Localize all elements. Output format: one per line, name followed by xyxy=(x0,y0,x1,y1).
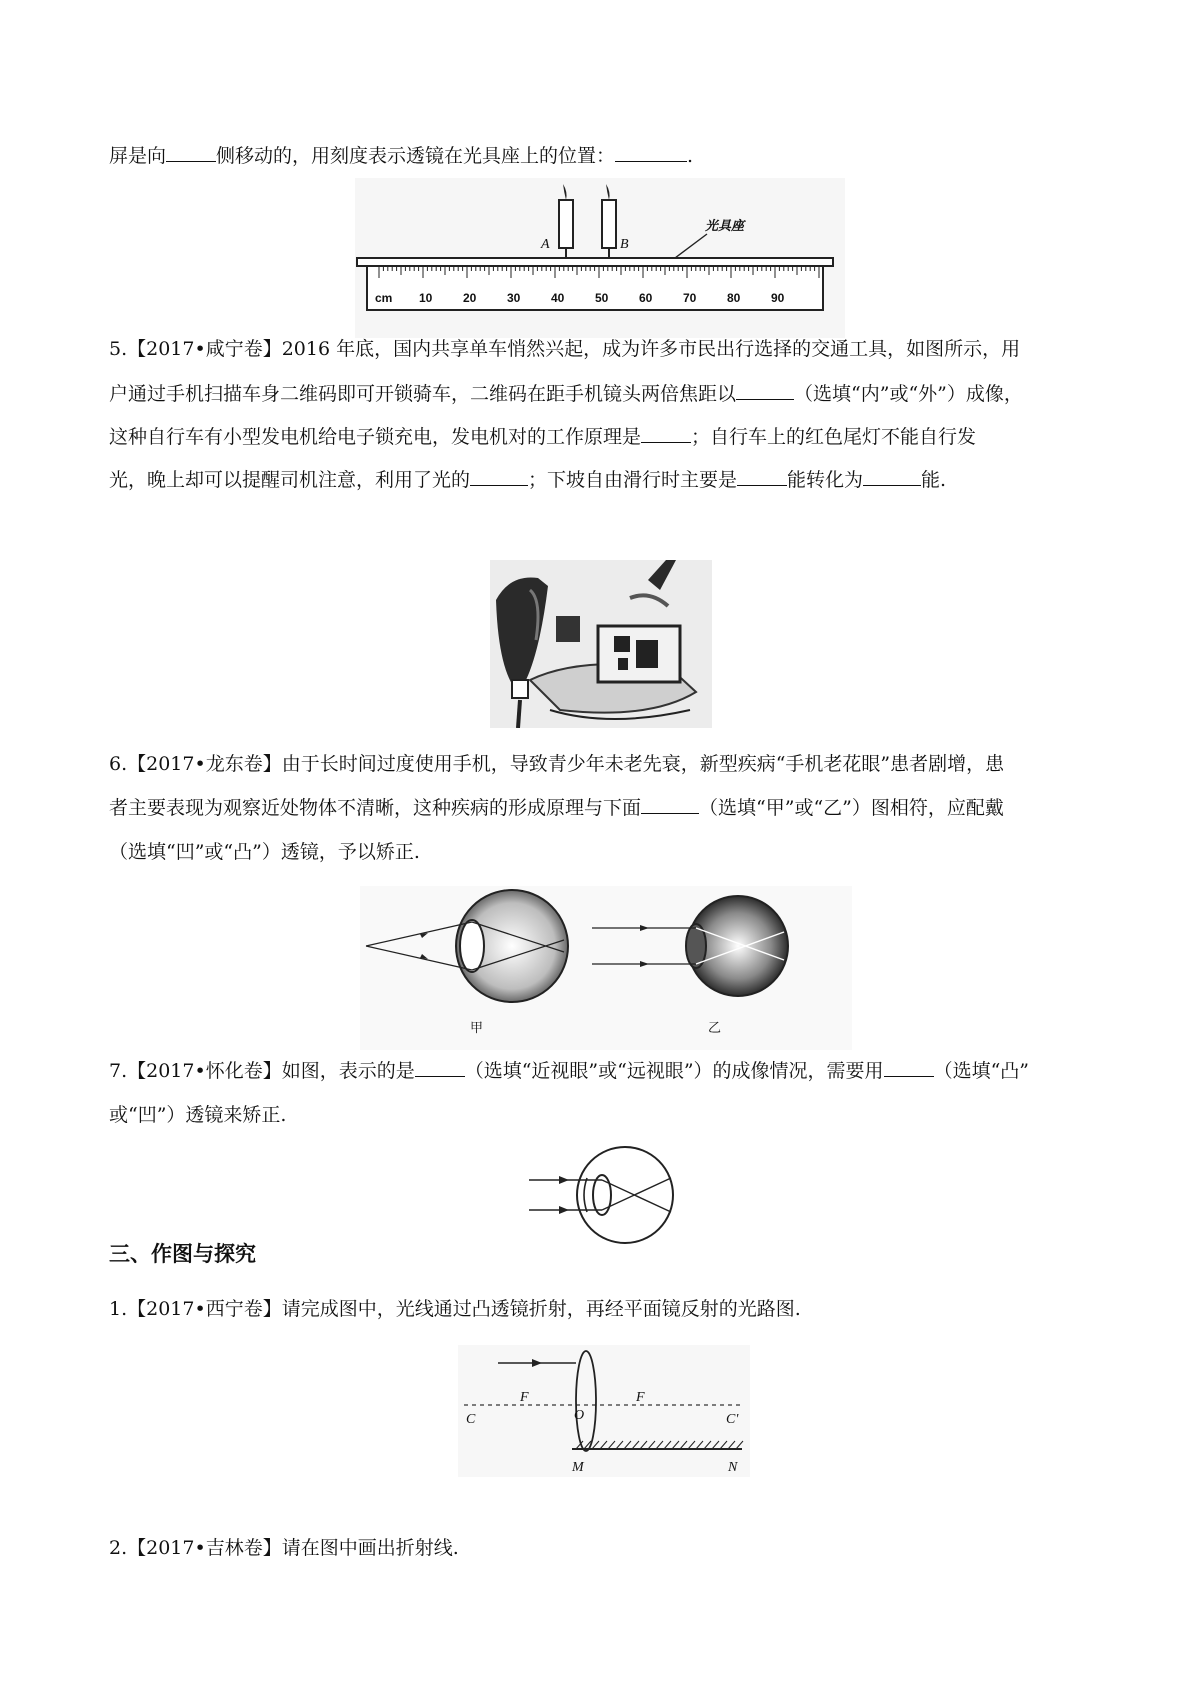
q4-tail-line: 屏是向 侧移动的，用刻度表示透镜在光具座上的位置： . xyxy=(109,145,694,167)
myopia-eye-figure xyxy=(525,1140,685,1250)
answer-blank xyxy=(736,381,794,400)
q5-line-1: 5.【2017•咸宁卷】2016 年底，国内共享单车悄然兴起，成为许多市民出行选择的交通工具，如图所示，用 xyxy=(109,338,1021,360)
convex-lens-mirror-figure xyxy=(458,1345,750,1477)
label-c-left: C xyxy=(466,1412,476,1427)
q6-line-3: （选填“凹”或“凸”）透镜，予以矫正. xyxy=(109,841,420,863)
label-m: M xyxy=(572,1460,584,1475)
label-n: N xyxy=(728,1460,738,1475)
q5-line-2: 户通过手机扫描车身二维码即可开锁骑车，二维码在距手机镜头两倍焦距以 （选填“内”或“外”）成像， xyxy=(109,383,1023,405)
answer-blank xyxy=(641,795,699,814)
answer-blank xyxy=(863,467,921,486)
section-3-title: 三、作图与探究 xyxy=(109,1242,256,1266)
answer-blank xyxy=(737,467,787,486)
ruler-number: 50 xyxy=(595,291,609,305)
optical-bench-figure xyxy=(355,178,845,338)
caption-yi: 乙 xyxy=(708,1021,722,1036)
eye-diagrams-jia-yi xyxy=(360,886,852,1050)
answer-blank xyxy=(470,467,528,486)
label-f-left: F xyxy=(520,1390,529,1405)
s3-q2-text: 2.【2017•吉林卷】请在图中画出折射线. xyxy=(109,1537,459,1559)
caption-jia: 甲 xyxy=(470,1021,484,1036)
q6-line-1: 6.【2017•龙东卷】由于长时间过度使用手机，导致青少年未老先衰，新型疾病“手机老花眼”患者剧增，患 xyxy=(109,753,1005,775)
shared-bike-photo xyxy=(490,560,712,728)
label-a: A xyxy=(541,237,550,252)
q7-line-1: 7.【2017•怀化卷】如图，表示的是 （选填“近视眼”或“远视眼”）的成像情况，需要用 （选填“凸” xyxy=(109,1060,1029,1082)
label-c-right: C' xyxy=(726,1412,739,1427)
ruler-number: 60 xyxy=(639,291,653,305)
ruler-number: 70 xyxy=(683,291,697,305)
ruler-number: 30 xyxy=(507,291,521,305)
ruler-number: 40 xyxy=(551,291,565,305)
ruler-number: 90 xyxy=(771,291,785,305)
q5-line-4: 光，晚上却可以提醒司机注意，利用了光的 ；下坡自由滑行时主要是 能转化为 能. xyxy=(109,469,947,491)
answer-blank xyxy=(415,1058,465,1077)
q7-line-2: 或“凹”）透镜来矫正. xyxy=(109,1104,287,1126)
ruler-number: 20 xyxy=(463,291,477,305)
answer-blank xyxy=(884,1058,934,1077)
ruler-number: cm xyxy=(375,291,393,305)
label-o: O xyxy=(574,1408,585,1423)
bench-label: 光具座 xyxy=(705,219,745,234)
answer-blank xyxy=(641,424,691,443)
label-b: B xyxy=(620,237,629,252)
answer-blank xyxy=(615,143,687,162)
label-f-right: F xyxy=(636,1390,645,1405)
answer-blank xyxy=(166,143,216,162)
s3-q1-text: 1.【2017•西宁卷】请完成图中，光线通过凸透镜折射，再经平面镜反射的光路图. xyxy=(109,1298,801,1320)
q5-line-3: 这种自行车有小型发电机给电子锁充电，发电机对的工作原理是 ；自行车上的红色尾灯不能自行发 xyxy=(109,426,977,448)
ruler-number: 80 xyxy=(727,291,741,305)
q6-line-2: 者主要表现为观察近处物体不清晰，这种疾病的形成原理与下面 （选填“甲”或“乙”）图相符，应配戴 xyxy=(109,797,1004,819)
ruler-number: 10 xyxy=(419,291,433,305)
